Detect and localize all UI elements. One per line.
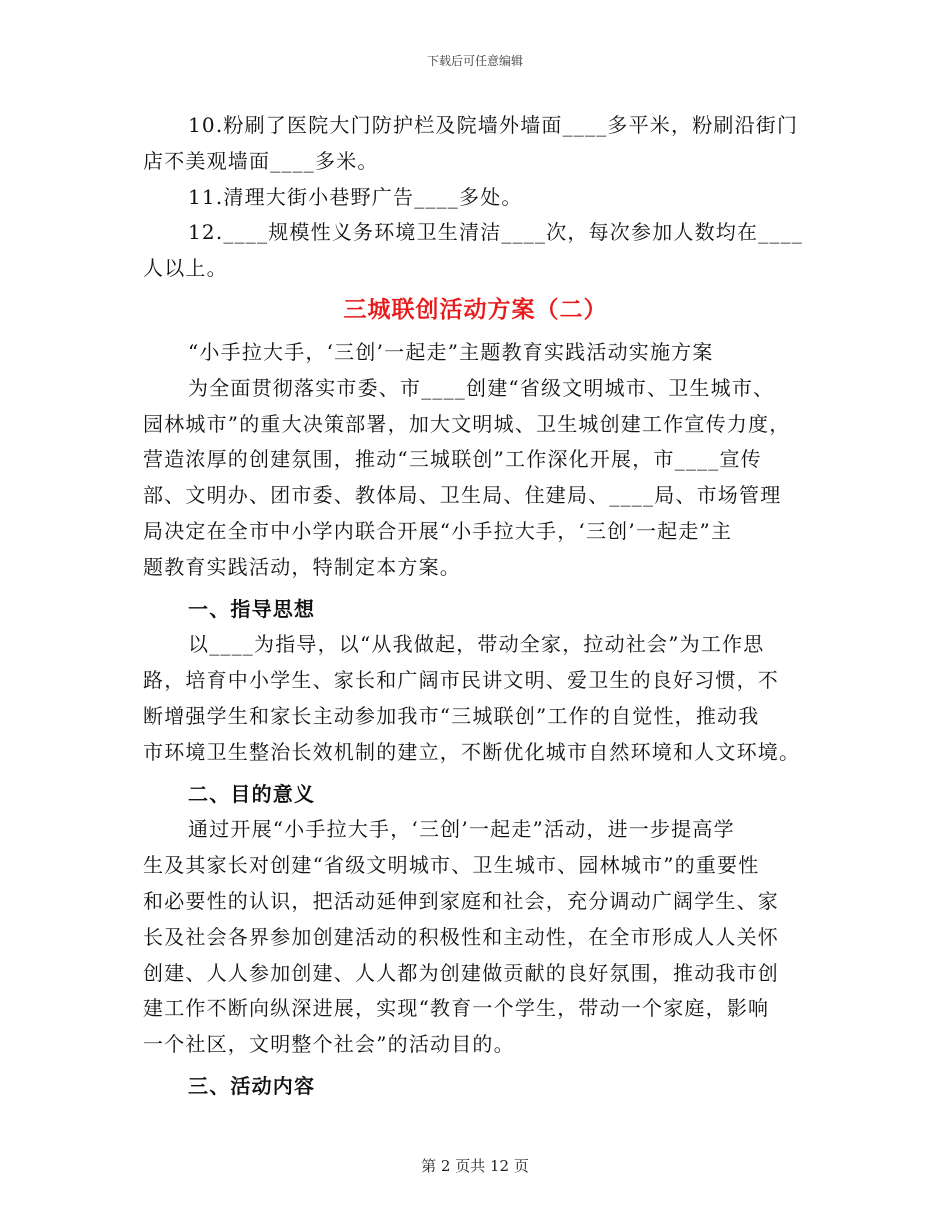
list-item: 11.清理大街小巷野广告____多处。 — [188, 184, 523, 209]
paragraph-line: 局决定在全市中小学内联合开展“小手拉大手，‘三创’一起走”主 — [143, 518, 733, 543]
list-item: 12.____规模性义务环境卫生清洁____次，每次参加人数均在____ — [188, 220, 804, 245]
paragraph-line: 题教育实践活动，特制定本方案。 — [143, 554, 461, 579]
paragraph-line: 部、文明办、团市委、教体局、卫生局、住建局、____局、市场管理 — [143, 483, 782, 508]
paragraph-intro — [143, 371, 808, 586]
heading-guiding-ideology: 一、指导思想 — [188, 596, 316, 621]
page-number: 第 2 页共 12 页 — [421, 1157, 529, 1175]
paragraph-line: 一个社区，文明整个社会”的活动目的。 — [143, 1032, 515, 1057]
paragraph-line: 市环境卫生整治长效机制的建立，不断优化城市自然环境和人文环境。 — [143, 739, 801, 764]
list-item: 10.粉刷了医院大门防护栏及院墙外墙面____多平米，粉刷沿街门 — [188, 113, 799, 137]
paragraph-line: 建工作不断向纵深进展，实现“教育一个学生，带动一个家庭，影响 — [143, 996, 770, 1021]
page-header-note: 下载后可任意编辑 — [426, 54, 523, 68]
heading-activity-content: 三、活动内容 — [188, 1073, 316, 1098]
paragraph-line: 长及社会各界参加创建活动的积极性和主动性，在全市形成人人关怀 — [143, 924, 779, 949]
paragraph-guiding-ideology — [143, 627, 808, 770]
section-subtitle: “小手拉大手，‘三创’一起走”主题教育实践活动实施方案 — [188, 339, 714, 364]
paragraph-line: 路，培育中小学生、家长和广阔市民讲文明、爱卫生的良好习惯，不 — [143, 668, 779, 693]
paragraph-line: 为全面贯彻落实市委、市____创建“省级文明城市、卫生城市、 — [188, 375, 775, 400]
paragraph-line: 通过开展“小手拉大手，‘三创’一起走”活动，进一步提高学 — [188, 817, 735, 842]
paragraph-line: 园林城市”的重大决策部署，加大文明城、卫生城创建工作宣传力度， — [143, 411, 791, 436]
list-item: 店不美观墙面____多米。 — [143, 148, 379, 173]
paragraph-line: 断增强学生和家长主动参加我市“三城联创”工作的自觉性，推动我 — [143, 703, 760, 728]
paragraph-line: 以____为指导，以“从我做起，带动全家，拉动社会”为工作思 — [188, 632, 765, 657]
section-title: 三城联创活动方案（二） — [343, 295, 608, 323]
paragraph-line: 生及其家长对创建“省级文明城市、卫生城市、园林城市”的重要性 — [143, 853, 760, 878]
heading-purpose: 二、目的意义 — [188, 781, 316, 806]
paragraph-line: 创建、人人参加创建、人人都为创建做贡献的良好氛围，推动我市创 — [143, 960, 779, 985]
list-item: 人以上。 — [143, 256, 228, 281]
paragraph-line: 和必要性的认识，把活动延伸到家庭和社会，充分调动广阔学生、家 — [143, 888, 779, 913]
paragraph-line: 营造浓厚的创建氛围，推动“三城联创”工作深化开展，市____宣传 — [143, 447, 762, 472]
document-body — [143, 108, 808, 1105]
paragraph-purpose — [143, 812, 808, 1063]
